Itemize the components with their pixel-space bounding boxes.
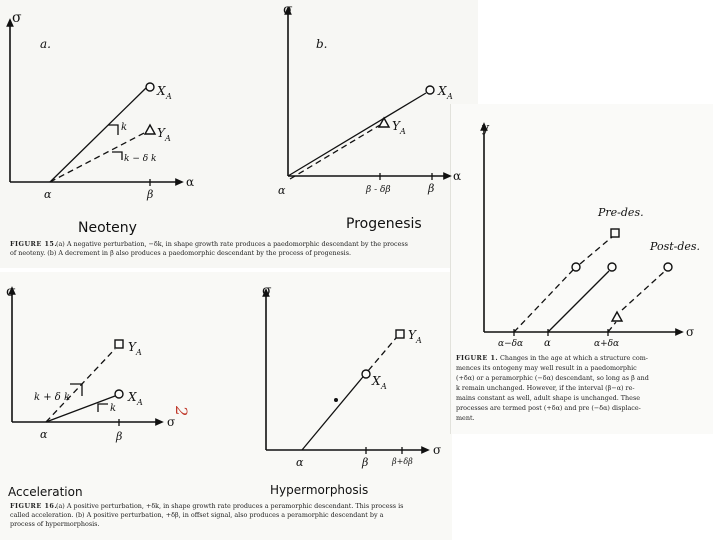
hypermorphosis-title: Hypermorphosis xyxy=(270,483,369,497)
neoteny-ya-triangle xyxy=(145,125,155,134)
neoteny-kd-label: k − δ k xyxy=(124,154,157,164)
post-displacement-line-lower xyxy=(608,322,616,332)
acceleration-margin-note: 2 xyxy=(172,406,191,417)
hypermorphosis-panel xyxy=(262,283,441,497)
neoteny-ya-label: Y xyxy=(157,126,165,140)
hypermorphosis-x-label: σ xyxy=(433,443,442,457)
figure-16-caption-line-3: process of hypermorphosis. xyxy=(10,520,100,528)
figure-1-caption-line-7: ment. xyxy=(456,414,475,422)
neoteny-slope-kd-mark xyxy=(112,152,122,160)
acceleration-beta-label: β xyxy=(116,430,123,443)
acceleration-panel xyxy=(6,284,191,499)
acceleration-descendant-line xyxy=(46,349,115,422)
progenesis-panel xyxy=(278,2,461,232)
figure-1-caption xyxy=(456,354,649,422)
ancestor-circle xyxy=(608,263,616,271)
neoteny-panel-letter: a. xyxy=(40,37,51,51)
figure-15-caption-label: FIGURE 15. xyxy=(10,240,58,248)
acceleration-k-label: k xyxy=(110,403,117,414)
figure-1-caption-line-3: (+δα) or a peramorphic (−δα) descendant, so long as β and xyxy=(456,374,649,382)
neoteny-ya-sub: A xyxy=(165,134,171,143)
hypermorphosis-alpha-label: α xyxy=(296,456,304,469)
figure-16-caption-label: FIGURE 16. xyxy=(10,502,58,510)
figure-1-caption-line-5: mains constant as well, adult shape is unchanged. These xyxy=(456,394,641,402)
figure-15-caption-line-2: of neoteny. (b) A decrement in β also produces a paedomorphic descendant by the process of progenesis. xyxy=(10,249,352,257)
hypermorphosis-ya-sub: A xyxy=(416,336,422,345)
progenesis-descendant-line xyxy=(290,125,380,179)
hypermorphosis-beta-label: β xyxy=(362,456,369,469)
neoteny-k-label: k xyxy=(121,122,128,133)
hypermorphosis-xa-label: X xyxy=(372,374,381,388)
figure-1-caption-line-4: k remain unchanged. However, if the interval (β−α) re- xyxy=(456,384,635,392)
pre-displacement-label: Pre-des. xyxy=(598,206,644,219)
progenesis-beta-shift-label: β - δβ xyxy=(366,185,391,195)
figure-15-caption xyxy=(10,240,408,257)
post-displacement-label: Post-des. xyxy=(650,240,701,253)
figure-16-caption-line-1: (a) A positive perturbation, +δk, in shape growth rate produces a peramorphic descendant. This process is xyxy=(56,502,404,510)
post-displacement-circle xyxy=(664,263,672,271)
figure-1-caption-line-2: mences its ontogeny may well result in a paedomorphic xyxy=(456,364,637,372)
neoteny-title: Neoteny xyxy=(78,220,137,236)
pre-displacement-square xyxy=(611,229,619,237)
hypermorphosis-y-label: σ xyxy=(262,283,272,299)
displacement-panel xyxy=(481,121,700,349)
tick-alpha-minus-label: α−δα xyxy=(498,339,524,349)
neoteny-xa-circle xyxy=(146,83,154,91)
hypermorphosis-xa-circle xyxy=(362,370,370,378)
progenesis-ya-triangle xyxy=(379,118,389,127)
neoteny-beta-label: β xyxy=(147,188,154,201)
acceleration-x-label: σ xyxy=(167,415,176,429)
tick-alpha-label: α xyxy=(544,338,551,349)
hypermorphosis-ancestor-line xyxy=(302,378,362,450)
figure-16-caption-line-2: called acceleration. (b) A positive perturbation, +δβ, in offset signal, also produces a peramorphic descendant by a xyxy=(10,511,384,519)
figure-1-caption-line-1: Changes in the age at which a structure com- xyxy=(500,354,648,362)
neoteny-panel xyxy=(10,10,194,236)
hypermorphosis-ya-square xyxy=(396,330,404,338)
ancestor-line xyxy=(548,271,609,332)
progenesis-ya-sub: A xyxy=(400,127,406,136)
neoteny-ancestor-line xyxy=(50,88,146,182)
progenesis-xa-label: X xyxy=(438,84,447,98)
neoteny-y-label: σ xyxy=(12,10,22,26)
figure-15-caption-line-1: (a) A negative perturbation, −δk, in shape growth rate produces a paedomorphic descendant by the process xyxy=(56,240,408,248)
hypermorphosis-midpoint xyxy=(334,398,338,402)
progenesis-panel-letter: b. xyxy=(316,37,328,51)
acceleration-ya-sub: A xyxy=(136,348,142,357)
acceleration-kd-label: k + δ k xyxy=(34,392,71,403)
neoteny-slope-k-mark xyxy=(108,125,118,135)
displacement-x-label: σ xyxy=(686,325,695,339)
pre-displacement-line-lower xyxy=(514,270,573,332)
pre-displacement-circle xyxy=(572,263,580,271)
post-displacement-triangle xyxy=(612,312,622,321)
progenesis-xa-circle xyxy=(426,86,434,94)
acceleration-xa-circle xyxy=(115,390,123,398)
acceleration-slope-k-mark xyxy=(98,404,108,412)
acceleration-ya-label: Y xyxy=(128,340,136,354)
neoteny-x-label: α xyxy=(186,175,195,189)
tick-alpha-plus-label: α+δα xyxy=(594,339,620,349)
neoteny-xa-label: X xyxy=(157,84,166,98)
acceleration-ya-square xyxy=(115,340,123,348)
acceleration-xa-label: X xyxy=(128,390,137,404)
progenesis-title: Progenesis xyxy=(346,216,422,232)
displacement-y-label: y xyxy=(482,121,490,136)
acceleration-y-label: σ xyxy=(6,284,16,300)
acceleration-alpha-label: α xyxy=(40,428,48,441)
hypermorphosis-xa-sub: A xyxy=(381,382,387,391)
post-displacement-line-upper xyxy=(622,271,665,310)
progenesis-ya-label: Y xyxy=(392,119,400,133)
progenesis-y-label: σ xyxy=(283,2,293,18)
progenesis-xa-sub: A xyxy=(447,92,453,101)
progenesis-x-label: α xyxy=(453,169,462,183)
figure-1-caption-line-6: processes are termed post (+δα) and pre (−δα) displace- xyxy=(456,404,641,412)
progenesis-beta-label: β xyxy=(428,182,435,195)
pre-displacement-line-upper xyxy=(580,237,612,264)
hypermorphosis-ya-label: Y xyxy=(408,328,416,342)
neoteny-xa-sub: A xyxy=(166,92,172,101)
progenesis-alpha-label: α xyxy=(278,184,286,197)
figure-1-caption-label: FIGURE 1. xyxy=(456,354,499,362)
hypermorphosis-beta-shift-label: β+δβ xyxy=(392,457,413,466)
neoteny-alpha-label: α xyxy=(44,188,52,201)
acceleration-xa-sub: A xyxy=(137,398,143,407)
acceleration-title: Acceleration xyxy=(8,485,83,499)
figure-16-caption xyxy=(10,502,403,528)
